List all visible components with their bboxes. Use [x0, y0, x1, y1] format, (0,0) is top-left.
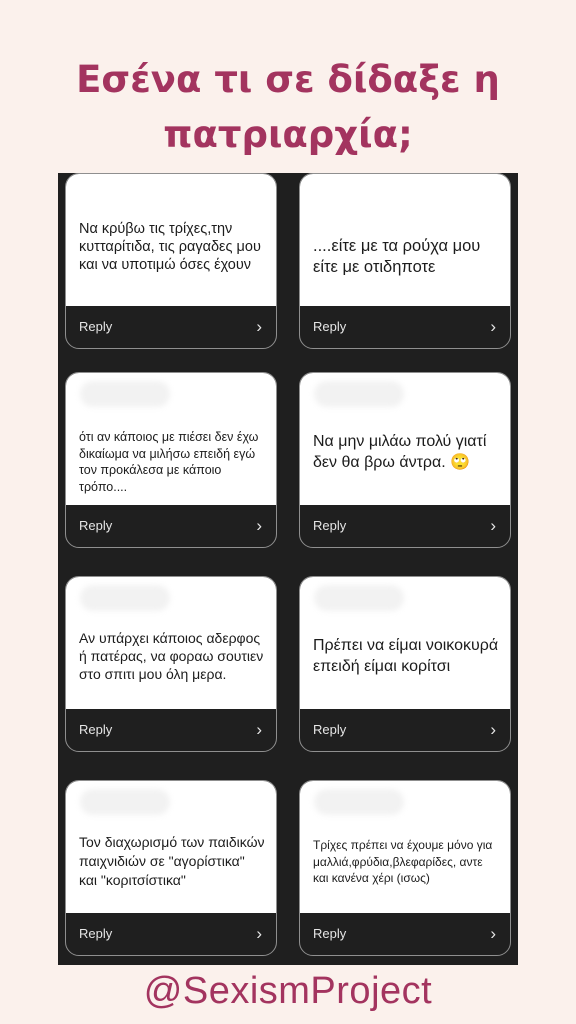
blurred-avatar [314, 585, 404, 611]
reply-button[interactable] [300, 707, 510, 751]
reply-button[interactable] [66, 707, 276, 751]
card-body [300, 174, 510, 306]
question-card [299, 173, 511, 349]
question-card [65, 780, 277, 956]
question-card [65, 372, 277, 548]
blurred-avatar [80, 789, 170, 815]
chevron-right-icon: › [256, 316, 262, 336]
reply-label: Reply [313, 318, 347, 334]
question-card [299, 576, 511, 752]
chevron-right-icon: › [490, 719, 496, 739]
card-body [66, 373, 276, 505]
reply-button[interactable] [300, 911, 510, 955]
chevron-right-icon: › [490, 515, 496, 535]
card-message: ....είτε με τα ρούχα μου είτε με οτιδηποτε [313, 237, 481, 276]
page-title: Εσένα τι σε δίδαξε η πατριαρχία; [76, 58, 500, 156]
card-body [66, 577, 276, 709]
card-body [66, 174, 276, 306]
chevron-right-icon: › [256, 719, 262, 739]
question-card [299, 780, 511, 956]
card-body [66, 781, 276, 913]
chevron-right-icon: › [490, 923, 496, 943]
reply-button[interactable] [300, 503, 510, 547]
account-handle: @SexismProject [143, 970, 433, 1012]
reply-label: Reply [313, 721, 347, 737]
reply-button[interactable] [300, 304, 510, 348]
card-message: Πρέπει να είμαι νοικοκυρά επειδή είμαι κορίτσι [313, 637, 499, 675]
story-replies-board [58, 173, 518, 965]
reply-label: Reply [313, 517, 347, 533]
chevron-right-icon: › [490, 316, 496, 336]
reply-label: Reply [79, 517, 113, 533]
reply-button[interactable] [66, 911, 276, 955]
card-body [300, 373, 510, 505]
reply-label: Reply [313, 925, 347, 941]
card-message: Αν υπάρχει κάποιος αδερφος ή πατέρας, να φοραω σουτιεν στο σπιτι μου όλη μερα. [79, 630, 264, 682]
card-body [300, 781, 510, 913]
question-card [299, 372, 511, 548]
reply-label: Reply [79, 721, 113, 737]
blurred-avatar [314, 789, 404, 815]
card-message: ότι αν κάποιος με πιέσει δεν έχω δικαίωμα να μιλήσω επειδή εγώ τον προκάλεσα με κάποιο τρόπο.... [79, 430, 259, 494]
reply-button[interactable] [66, 304, 276, 348]
question-card [65, 576, 277, 752]
blurred-avatar [80, 585, 170, 611]
chevron-right-icon: › [256, 515, 262, 535]
card-body [300, 577, 510, 709]
card-message: Να μην μιλάω πολύ γιατί δεν θα βρω άντρα. 🙄 [313, 433, 487, 471]
card-message: Να κρύβω τις τρίχες,την κυτταρίτιδα, τις ραγαδες μου και να υποτιμώ όσες έχουν [79, 221, 261, 273]
reply-label: Reply [79, 925, 113, 941]
blurred-avatar [80, 381, 170, 407]
reply-button[interactable] [66, 503, 276, 547]
card-message: Τον διαχωρισμό των παιδικών παιχνιδιών σε "αγορίστικα" και "κοριτσίστικα" [79, 834, 265, 888]
chevron-right-icon: › [256, 923, 262, 943]
question-card [65, 173, 277, 349]
blurred-avatar [314, 381, 404, 407]
reply-label: Reply [79, 318, 113, 334]
card-message: Τρίχες πρέπει να έχουμε μόνο για μαλλιά,φρύδια,βλεφαρίδες, αντε και κανένα χέρι (ισως) [313, 838, 493, 885]
